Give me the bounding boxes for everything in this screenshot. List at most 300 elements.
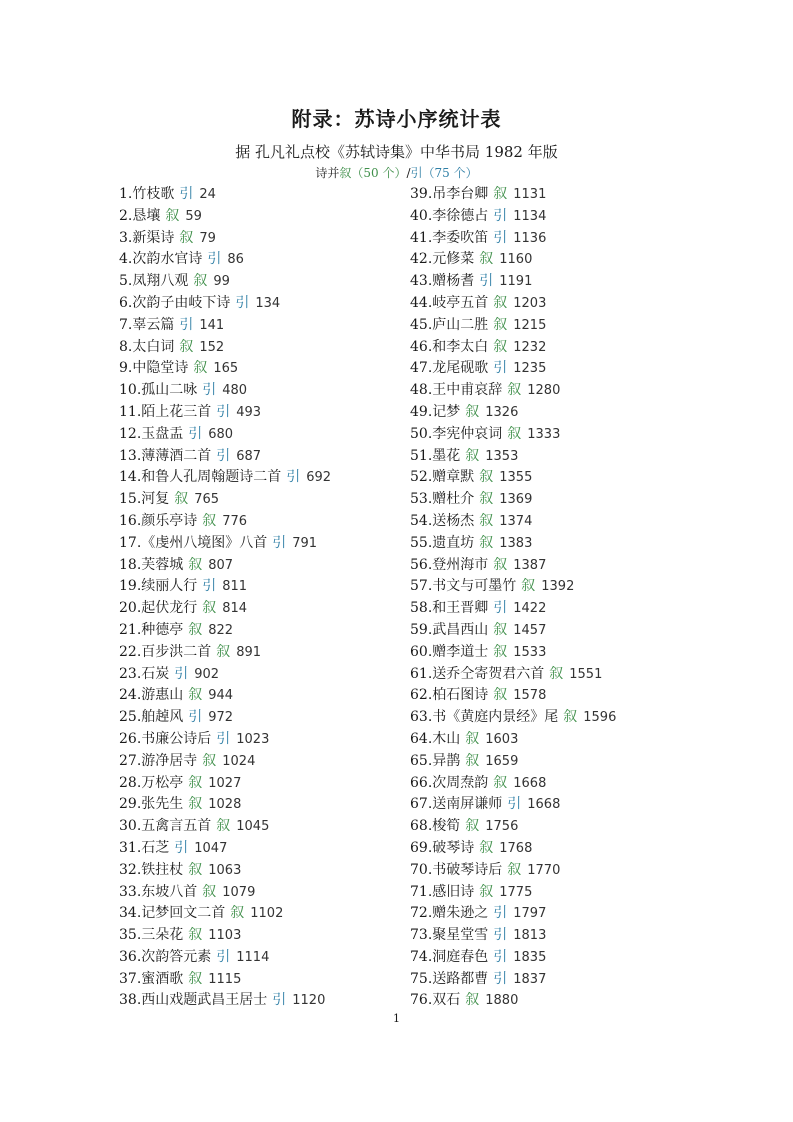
entry-tag: 叙 bbox=[465, 403, 480, 420]
entry-tag: 引 bbox=[174, 839, 189, 856]
entry-tag: 叙 bbox=[493, 621, 508, 638]
entry-title: 竹枝歌 bbox=[132, 186, 175, 202]
entry-tag: 引 bbox=[493, 600, 508, 617]
entry-page: 692 bbox=[306, 470, 332, 486]
entry-number: 68. bbox=[410, 818, 433, 835]
list-item bbox=[410, 925, 616, 947]
list-item bbox=[410, 467, 616, 489]
entry-page: 891 bbox=[236, 644, 262, 660]
entry-number: 14. bbox=[119, 469, 142, 486]
entry-number: 35. bbox=[119, 927, 142, 944]
entry-title: 王中甫哀辞 bbox=[432, 382, 503, 399]
list-item bbox=[119, 794, 331, 816]
entry-tag: 引 bbox=[493, 905, 508, 922]
entry-number: 41. bbox=[410, 229, 433, 246]
entry-page: 822 bbox=[208, 622, 234, 638]
entry-page: 1835 bbox=[513, 949, 547, 965]
list-item bbox=[410, 249, 616, 271]
entry-title: 书廉公诗后 bbox=[141, 730, 212, 747]
list-item bbox=[410, 707, 616, 729]
entry-tag: 引 bbox=[216, 403, 231, 420]
legend-xu: 叙（50 个） bbox=[339, 166, 407, 180]
entry-number: 34. bbox=[119, 905, 142, 922]
entry-tag: 叙 bbox=[230, 905, 245, 922]
entry-number: 70. bbox=[410, 861, 433, 878]
entry-title: 木山 bbox=[432, 730, 461, 747]
entry-title: 游净居寺 bbox=[141, 752, 198, 769]
entry-page: 152 bbox=[199, 339, 225, 355]
entry-page: 1775 bbox=[499, 884, 533, 900]
list-item bbox=[119, 685, 331, 707]
page-number: 1 bbox=[393, 1012, 400, 1025]
entry-title: 李宪仲哀词 bbox=[432, 425, 503, 442]
list-item bbox=[410, 489, 616, 511]
entry-page: 811 bbox=[222, 579, 248, 595]
entry-page: 765 bbox=[194, 492, 220, 508]
entry-number: 38. bbox=[119, 992, 142, 1009]
entry-title: 太白词 bbox=[132, 338, 175, 355]
entry-tag: 引 bbox=[235, 294, 250, 311]
entry-page: 1047 bbox=[194, 840, 228, 856]
entry-tag: 引 bbox=[188, 425, 203, 442]
entry-title: 感旧诗 bbox=[432, 883, 475, 900]
list-item bbox=[410, 838, 616, 860]
entry-title: 五禽言五首 bbox=[141, 818, 212, 835]
entry-number: 29. bbox=[119, 796, 142, 813]
entry-number: 23. bbox=[119, 665, 142, 682]
entry-number: 4. bbox=[119, 251, 133, 268]
entry-number: 76. bbox=[410, 992, 433, 1009]
entry-title: 异鹊 bbox=[432, 752, 461, 769]
entry-number: 67. bbox=[410, 796, 433, 813]
list-item bbox=[410, 947, 616, 969]
entry-number: 51. bbox=[410, 447, 433, 464]
entry-tag: 叙 bbox=[493, 687, 508, 704]
entry-tag: 叙 bbox=[479, 839, 494, 856]
entry-page: 791 bbox=[292, 535, 318, 551]
entry-title: 凤翔八观 bbox=[132, 273, 189, 290]
entry-title: 庐山二胜 bbox=[432, 316, 489, 333]
entry-title: 梭筍 bbox=[432, 818, 461, 835]
entry-page: 1131 bbox=[513, 187, 547, 202]
entry-page: 1756 bbox=[485, 819, 519, 835]
entry-tag: 叙 bbox=[188, 861, 203, 878]
entry-title: 游惠山 bbox=[141, 687, 184, 704]
entry-number: 57. bbox=[410, 578, 433, 595]
entry-title: 聚星堂雪 bbox=[432, 927, 489, 944]
entry-number: 1. bbox=[119, 186, 133, 202]
entry-title: 次韵答元素 bbox=[141, 948, 212, 965]
entry-title: 孤山二咏 bbox=[141, 382, 198, 399]
list-item bbox=[119, 707, 331, 729]
entry-number: 52. bbox=[410, 469, 433, 486]
entry-title: 东坡八首 bbox=[141, 883, 198, 900]
list-item bbox=[410, 598, 616, 620]
entry-tag: 叙 bbox=[188, 927, 203, 944]
entry-page: 1578 bbox=[513, 688, 547, 704]
entry-tag: 叙 bbox=[165, 207, 180, 224]
entry-tag: 引 bbox=[216, 948, 231, 965]
entry-number: 9. bbox=[119, 360, 133, 377]
entry-number: 60. bbox=[410, 643, 433, 660]
entry-tag: 叙 bbox=[202, 752, 217, 769]
entry-page: 972 bbox=[208, 710, 234, 726]
entry-number: 25. bbox=[119, 709, 142, 726]
entry-page: 1422 bbox=[513, 601, 547, 617]
entry-tag: 叙 bbox=[465, 992, 480, 1009]
list-item bbox=[119, 838, 331, 860]
list-item bbox=[410, 555, 616, 577]
entry-title: 中隐堂诗 bbox=[132, 360, 189, 377]
list-item bbox=[119, 337, 331, 359]
entry-number: 32. bbox=[119, 861, 142, 878]
entry-page: 1387 bbox=[513, 557, 547, 573]
list-item bbox=[410, 664, 616, 686]
entry-page: 134 bbox=[255, 295, 281, 311]
entry-page: 1028 bbox=[208, 797, 242, 813]
entry-page: 1045 bbox=[236, 819, 270, 835]
entry-number: 28. bbox=[119, 774, 142, 791]
entry-page: 480 bbox=[222, 383, 248, 399]
list-item bbox=[119, 533, 331, 555]
entry-title: 赠李道士 bbox=[432, 643, 489, 660]
entry-title: 《虔州八境图》八首 bbox=[141, 534, 268, 551]
entry-title: 赠章默 bbox=[432, 469, 475, 486]
entry-tag: 叙 bbox=[521, 578, 536, 595]
entry-title: 薄薄酒二首 bbox=[141, 447, 212, 464]
list-item bbox=[119, 598, 331, 620]
entry-tag: 叙 bbox=[563, 709, 578, 726]
list-item bbox=[119, 206, 331, 228]
entry-tag: 叙 bbox=[507, 861, 522, 878]
entry-title: 铁拄杖 bbox=[141, 861, 184, 878]
entry-page: 1063 bbox=[208, 862, 242, 878]
entry-page: 1383 bbox=[499, 535, 533, 551]
entry-page: 1326 bbox=[485, 404, 519, 420]
entry-tag: 叙 bbox=[188, 796, 203, 813]
entry-tag: 叙 bbox=[202, 600, 217, 617]
list-item bbox=[119, 511, 331, 533]
entry-number: 37. bbox=[119, 970, 142, 987]
entry-number: 69. bbox=[410, 839, 433, 856]
list-item bbox=[410, 816, 616, 838]
right-column bbox=[410, 184, 616, 1012]
entry-page: 1203 bbox=[513, 295, 547, 311]
list-item bbox=[119, 402, 331, 424]
entry-tag: 叙 bbox=[493, 556, 508, 573]
entry-title: 次周焘韵 bbox=[432, 774, 489, 791]
list-item bbox=[119, 990, 331, 1012]
entry-title: 岐亭五首 bbox=[432, 294, 489, 311]
entry-title: 张先生 bbox=[141, 796, 184, 813]
list-item bbox=[410, 882, 616, 904]
entry-number: 46. bbox=[410, 338, 433, 355]
entry-title: 种德亭 bbox=[141, 621, 184, 638]
entry-title: 破琴诗 bbox=[432, 839, 475, 856]
list-item bbox=[410, 380, 616, 402]
entry-title: 次韵子由岐下诗 bbox=[132, 294, 231, 311]
entry-title: 元修菜 bbox=[432, 251, 475, 268]
entry-title: 西山戏题武昌王居士 bbox=[141, 992, 268, 1009]
entry-tag: 叙 bbox=[507, 425, 522, 442]
entry-page: 1115 bbox=[208, 971, 242, 987]
list-item bbox=[119, 642, 331, 664]
entry-page: 1027 bbox=[208, 775, 242, 791]
entry-number: 26. bbox=[119, 730, 142, 747]
entry-page: 1232 bbox=[513, 339, 547, 355]
entry-number: 22. bbox=[119, 643, 142, 660]
entry-tag: 叙 bbox=[202, 512, 217, 529]
entry-title: 李委吹笛 bbox=[432, 229, 489, 246]
legend-separator: / bbox=[406, 166, 411, 180]
entry-title: 赠杜介 bbox=[432, 491, 475, 508]
list-item bbox=[410, 794, 616, 816]
entry-tag: 引 bbox=[479, 273, 494, 290]
entry-page: 1191 bbox=[499, 274, 533, 290]
list-item bbox=[119, 315, 331, 337]
entry-number: 24. bbox=[119, 687, 142, 704]
entry-page: 1235 bbox=[513, 361, 547, 377]
entry-page: 493 bbox=[236, 404, 262, 420]
list-item bbox=[119, 947, 331, 969]
list-item bbox=[119, 489, 331, 511]
entry-tag: 叙 bbox=[479, 883, 494, 900]
entry-number: 40. bbox=[410, 207, 433, 224]
list-item bbox=[410, 271, 616, 293]
left-column bbox=[119, 184, 331, 1012]
entry-tag: 引 bbox=[493, 207, 508, 224]
entry-title: 辜云篇 bbox=[132, 316, 175, 333]
list-item bbox=[410, 860, 616, 882]
entry-page: 1668 bbox=[527, 797, 561, 813]
list-item bbox=[410, 729, 616, 751]
entry-title: 送路都曹 bbox=[432, 970, 489, 987]
entry-page: 1353 bbox=[485, 448, 519, 464]
entry-tag: 引 bbox=[207, 251, 222, 268]
entry-page: 1215 bbox=[513, 317, 547, 333]
list-item bbox=[119, 424, 331, 446]
list-item bbox=[410, 315, 616, 337]
entry-page: 1024 bbox=[222, 753, 256, 769]
entry-title: 和鲁人孔周翰题诗二首 bbox=[141, 469, 282, 486]
entry-title: 和李太白 bbox=[432, 338, 489, 355]
entry-tag: 叙 bbox=[216, 643, 231, 660]
list-item bbox=[119, 555, 331, 577]
list-item bbox=[410, 990, 616, 1012]
entry-number: 43. bbox=[410, 273, 433, 290]
entry-tag: 叙 bbox=[493, 643, 508, 660]
entry-tag: 叙 bbox=[465, 818, 480, 835]
entry-title: 吊李台卿 bbox=[432, 186, 489, 202]
entry-number: 63. bbox=[410, 709, 433, 726]
list-item bbox=[119, 729, 331, 751]
entry-number: 64. bbox=[410, 730, 433, 747]
list-item bbox=[119, 271, 331, 293]
list-item bbox=[410, 446, 616, 468]
legend bbox=[0, 164, 793, 181]
entry-tag: 叙 bbox=[479, 491, 494, 508]
entry-title: 书破琴诗后 bbox=[432, 861, 503, 878]
entry-title: 次韵水官诗 bbox=[132, 251, 203, 268]
entry-title: 书《黄庭内景经》尾 bbox=[432, 709, 559, 726]
entry-tag: 引 bbox=[507, 796, 522, 813]
entry-page: 1659 bbox=[485, 753, 519, 769]
entry-title: 遗直坊 bbox=[432, 534, 475, 551]
entry-title: 万松亭 bbox=[141, 774, 184, 791]
entry-number: 39. bbox=[410, 186, 433, 202]
entry-number: 15. bbox=[119, 491, 142, 508]
list-item bbox=[119, 860, 331, 882]
entry-number: 65. bbox=[410, 752, 433, 769]
list-item bbox=[119, 969, 331, 991]
entry-tag: 引 bbox=[272, 992, 287, 1009]
entry-number: 54. bbox=[410, 512, 433, 529]
entry-number: 66. bbox=[410, 774, 433, 791]
entry-tag: 引 bbox=[216, 730, 231, 747]
entry-tag: 叙 bbox=[174, 491, 189, 508]
entry-title: 恳壤 bbox=[132, 207, 161, 224]
list-item bbox=[410, 533, 616, 555]
entry-tag: 叙 bbox=[479, 534, 494, 551]
list-item bbox=[119, 816, 331, 838]
entry-page: 807 bbox=[208, 557, 234, 573]
list-item bbox=[410, 511, 616, 533]
entry-page: 1880 bbox=[485, 993, 519, 1009]
entry-page: 1160 bbox=[499, 252, 533, 268]
entry-tag: 叙 bbox=[179, 338, 194, 355]
entry-page: 1533 bbox=[513, 644, 547, 660]
list-item bbox=[410, 184, 616, 206]
entry-tag: 引 bbox=[493, 970, 508, 987]
entry-title: 蜜酒歌 bbox=[141, 970, 184, 987]
entry-number: 11. bbox=[119, 403, 142, 420]
list-item bbox=[410, 685, 616, 707]
entry-page: 1114 bbox=[236, 949, 270, 965]
entry-tag: 引 bbox=[188, 709, 203, 726]
entry-page: 1102 bbox=[250, 906, 284, 922]
entry-page: 1355 bbox=[499, 470, 533, 486]
entry-title: 河复 bbox=[141, 491, 170, 508]
entry-tag: 叙 bbox=[465, 447, 480, 464]
entry-number: 75. bbox=[410, 970, 433, 987]
entry-number: 10. bbox=[119, 382, 142, 399]
entry-tag: 引 bbox=[493, 229, 508, 246]
entry-page: 1280 bbox=[527, 383, 561, 399]
entry-title: 新渠诗 bbox=[132, 229, 175, 246]
list-item bbox=[410, 969, 616, 991]
list-item bbox=[410, 773, 616, 795]
entry-number: 12. bbox=[119, 425, 142, 442]
list-item bbox=[119, 882, 331, 904]
entry-number: 73. bbox=[410, 927, 433, 944]
list-item bbox=[410, 576, 616, 598]
entry-title: 百步洪二首 bbox=[141, 643, 212, 660]
entry-page: 1079 bbox=[222, 884, 256, 900]
list-item bbox=[410, 903, 616, 925]
entry-title: 赠朱逊之 bbox=[432, 905, 489, 922]
list-item bbox=[410, 337, 616, 359]
entry-tag: 叙 bbox=[465, 730, 480, 747]
entry-title: 送南屏谦师 bbox=[432, 796, 503, 813]
entry-number: 19. bbox=[119, 578, 142, 595]
entry-title: 记梦 bbox=[432, 403, 461, 420]
entry-page: 1369 bbox=[499, 492, 533, 508]
entry-number: 3. bbox=[119, 229, 133, 246]
entry-tag: 叙 bbox=[193, 360, 208, 377]
entry-tag: 叙 bbox=[479, 512, 494, 529]
entry-page: 902 bbox=[194, 666, 220, 682]
entry-number: 20. bbox=[119, 600, 142, 617]
entry-number: 21. bbox=[119, 621, 142, 638]
entry-title: 和王晋卿 bbox=[432, 600, 489, 617]
entry-tag: 引 bbox=[179, 316, 194, 333]
entry-number: 18. bbox=[119, 556, 142, 573]
entry-page: 814 bbox=[222, 601, 248, 617]
list-item bbox=[119, 249, 331, 271]
list-item bbox=[410, 751, 616, 773]
entry-page: 99 bbox=[213, 274, 230, 290]
entry-title: 墨花 bbox=[432, 447, 461, 464]
entry-title: 洞庭春色 bbox=[432, 948, 489, 965]
entry-page: 1333 bbox=[527, 426, 561, 442]
entry-tag: 引 bbox=[286, 469, 301, 486]
entry-tag: 叙 bbox=[507, 382, 522, 399]
entry-tag: 叙 bbox=[188, 970, 203, 987]
list-item bbox=[410, 620, 616, 642]
list-item bbox=[119, 358, 331, 380]
entry-title: 双石 bbox=[432, 992, 461, 1009]
entry-number: 6. bbox=[119, 294, 133, 311]
entry-tag: 叙 bbox=[216, 818, 231, 835]
entry-number: 44. bbox=[410, 294, 433, 311]
entry-number: 58. bbox=[410, 600, 433, 617]
entry-page: 1023 bbox=[236, 731, 270, 747]
entry-number: 72. bbox=[410, 905, 433, 922]
entry-title: 三朵花 bbox=[141, 927, 184, 944]
entry-page: 1134 bbox=[513, 208, 547, 224]
entry-page: 1136 bbox=[513, 230, 547, 246]
entry-number: 49. bbox=[410, 403, 433, 420]
entry-tag: 引 bbox=[202, 578, 217, 595]
entry-number: 7. bbox=[119, 316, 133, 333]
entry-page: 59 bbox=[185, 208, 202, 224]
list-item bbox=[119, 773, 331, 795]
entry-tag: 引 bbox=[202, 382, 217, 399]
entry-number: 13. bbox=[119, 447, 142, 464]
entry-title: 续丽人行 bbox=[141, 578, 198, 595]
entry-tag: 引 bbox=[179, 186, 194, 202]
entry-number: 27. bbox=[119, 752, 142, 769]
entry-number: 2. bbox=[119, 207, 133, 224]
entry-title: 送乔仝寄贺君六首 bbox=[432, 665, 545, 682]
entry-page: 165 bbox=[213, 361, 239, 377]
entry-tag: 叙 bbox=[493, 294, 508, 311]
list-item bbox=[410, 402, 616, 424]
entry-tag: 叙 bbox=[493, 774, 508, 791]
entry-tag: 叙 bbox=[493, 338, 508, 355]
entry-tag: 叙 bbox=[479, 469, 494, 486]
list-item bbox=[119, 925, 331, 947]
entry-title: 陌上花三首 bbox=[141, 403, 212, 420]
entry-number: 74. bbox=[410, 948, 433, 965]
entry-tag: 叙 bbox=[479, 251, 494, 268]
list-item bbox=[410, 424, 616, 446]
list-item bbox=[410, 358, 616, 380]
page-title: 附录：苏诗小序统计表 bbox=[291, 107, 502, 131]
legend-yin: 引（75 个） bbox=[410, 166, 478, 180]
entry-number: 30. bbox=[119, 818, 142, 835]
entry-page: 1374 bbox=[499, 513, 533, 529]
